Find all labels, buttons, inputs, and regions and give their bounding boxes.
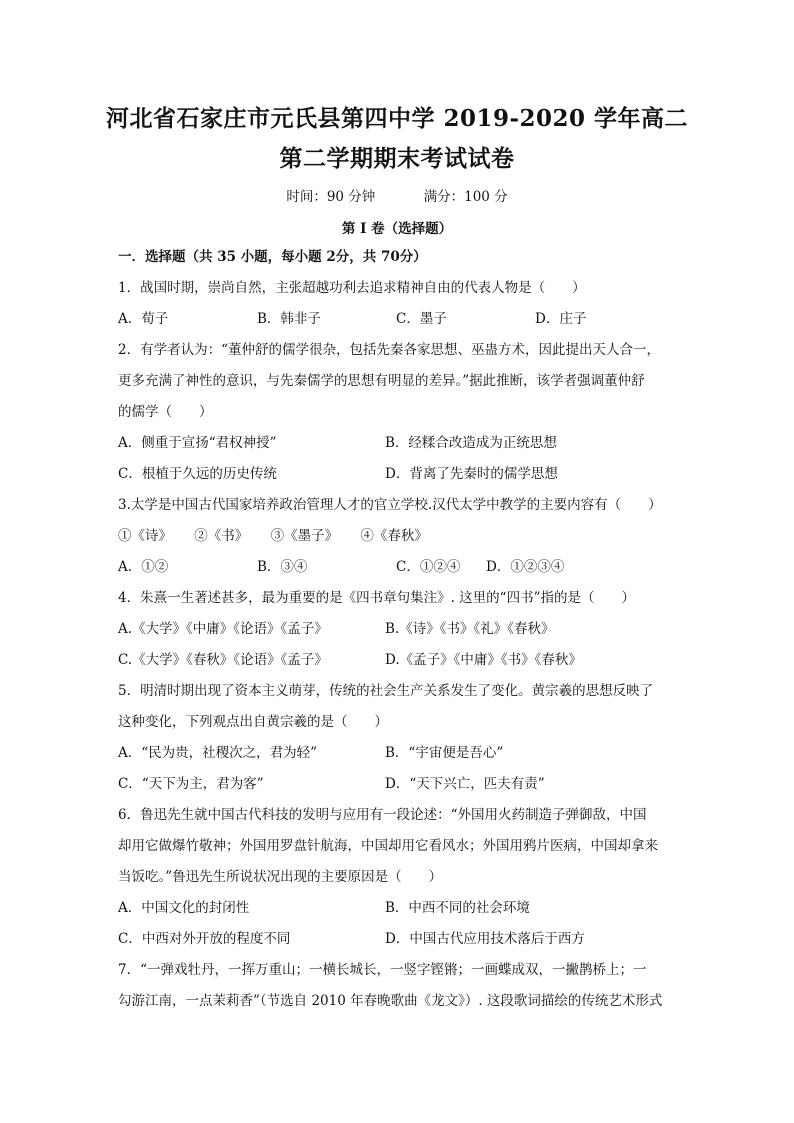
option-d: D.《孟子》《中庸》《书》《春秋》 xyxy=(385,652,582,668)
question-6-text: 当饭吃。”鲁迅先生所说状况出现的主要原因是（ ） xyxy=(118,869,443,885)
question-6-text: 却用它做爆竹敬神；外国用罗盘针航海，中国却用它看风水；外国用鸦片医病，中国却拿来 xyxy=(118,838,658,854)
question-2-options xyxy=(118,432,676,463)
item-4: ④《春秋》 xyxy=(360,528,428,544)
option-b: B．③④ xyxy=(257,559,308,575)
item-1: ①《诗》 xyxy=(118,528,172,544)
option-c: C.《大学》《春秋》《论语》《孟子》 xyxy=(118,652,328,668)
option-c: C．“天下为主，君为客” xyxy=(118,776,264,792)
option-d: D．中国古代应用技术落后于西方 xyxy=(385,931,585,947)
time-label: 时间：90 分钟 xyxy=(286,189,376,205)
option-d: D．庄子 xyxy=(535,311,587,327)
option-b: B．经糅合改造成为正统思想 xyxy=(385,435,557,451)
question-2-text: 2．有学者认为：“董仲舒的儒学很杂，包括先秦各家思想、巫蛊方术，因此提出天人合一， xyxy=(118,342,660,358)
exam-title-line1: 河北省石家庄市元氏县第四中学 2019-2020 学年高二 xyxy=(105,105,689,132)
question-5-text: 这种变化，下列观点出自黄宗羲的是（ ） xyxy=(118,714,388,730)
option-d: D．①②③④ xyxy=(486,559,565,575)
question-6-options xyxy=(118,928,676,959)
question-1-text: 1．战国时期，崇尚自然，主张超越功利去追求精神自由的代表人物是（ ） xyxy=(118,280,586,296)
option-b: B．中西不同的社会环境 xyxy=(385,900,530,916)
option-b: B.《诗》《书》《礼》《春秋》 xyxy=(385,621,555,637)
question-5-options xyxy=(118,773,676,804)
option-d: D．“天下兴亡，匹夫有责” xyxy=(385,776,545,792)
question-4-options xyxy=(118,618,676,649)
question-2-text: 更多充满了神性的意识，与先秦儒学的思想有明显的差异。”据此推断，该学者强调董仲舒 xyxy=(118,373,645,389)
exam-body xyxy=(118,246,676,1021)
exam-meta xyxy=(0,185,794,205)
option-c: C．墨子 xyxy=(396,311,447,327)
question-3-items xyxy=(118,525,676,556)
option-a: A．侧重于宣扬“君权神授” xyxy=(118,435,277,451)
question-7-text: 勾游江南，一点茉莉香”（节选自 2010 年春晚歌曲《龙文》）. 这段歌词描绘的传统艺术形式 xyxy=(118,993,663,1009)
question-5-options xyxy=(118,742,676,773)
option-b: B．韩非子 xyxy=(257,311,321,327)
option-a: A.《大学》《中庸》《论语》《孟子》 xyxy=(118,621,328,637)
question-2-options xyxy=(118,463,676,494)
question-5-text: 5．明清时期出现了资本主义萌芽，传统的社会生产关系发生了变化。黄宗羲的思想反映了 xyxy=(118,683,654,699)
exam-title-line2: 第二学期期末考试试卷 xyxy=(279,145,515,172)
option-c: C．①②④ xyxy=(396,559,461,575)
question-2-text: 的儒学（ ） xyxy=(118,404,213,420)
option-b: B．“宇宙便是吾心” xyxy=(385,745,504,761)
section-heading: 一．选择题（共 35 小题，每小题 2分，共 70分） xyxy=(118,249,427,265)
item-2: ②《书》 xyxy=(194,528,249,544)
question-6-options xyxy=(118,897,676,928)
question-4-options xyxy=(118,649,676,680)
question-1-options xyxy=(118,308,676,339)
option-c: C．根植于久远的历史传统 xyxy=(118,466,277,482)
option-c: C．中西对外开放的程度不同 xyxy=(118,931,291,947)
volume-heading: 第 I 卷（选择题） xyxy=(341,221,453,237)
option-a: A．①② xyxy=(118,559,169,575)
score-label: 满分：100 分 xyxy=(423,189,508,205)
option-a: A．“民为贵，社稷次之，君为轻” xyxy=(118,745,318,761)
item-3: ③《墨子》 xyxy=(270,528,339,544)
question-6-text: 6．鲁迅先生就中国古代科技的发明与应用有一段论述：“外国用火药制造子弹御敌，中国 xyxy=(118,807,647,823)
option-d: D．背离了先秦时的儒学思想 xyxy=(385,466,558,482)
option-a: A．荀子 xyxy=(118,311,169,327)
question-7-text: 7．“一弹戏牡丹，一挥万重山；一横长城长，一竖字铿锵；一画蝶成双，一撇鹊桥上；一 xyxy=(118,962,647,978)
question-4-text: 4．朱熹一生著述甚多，最为重要的是《四书章句集注》. 这里的“四书”指的是（ ） xyxy=(118,590,635,606)
question-3-text: 3.太学是中国古代国家培养政治管理人才的官立学校.汉代太学中教学的主要内容有（ ） xyxy=(118,497,662,513)
question-3-options xyxy=(118,556,676,587)
option-a: A．中国文化的封闭性 xyxy=(118,900,250,916)
